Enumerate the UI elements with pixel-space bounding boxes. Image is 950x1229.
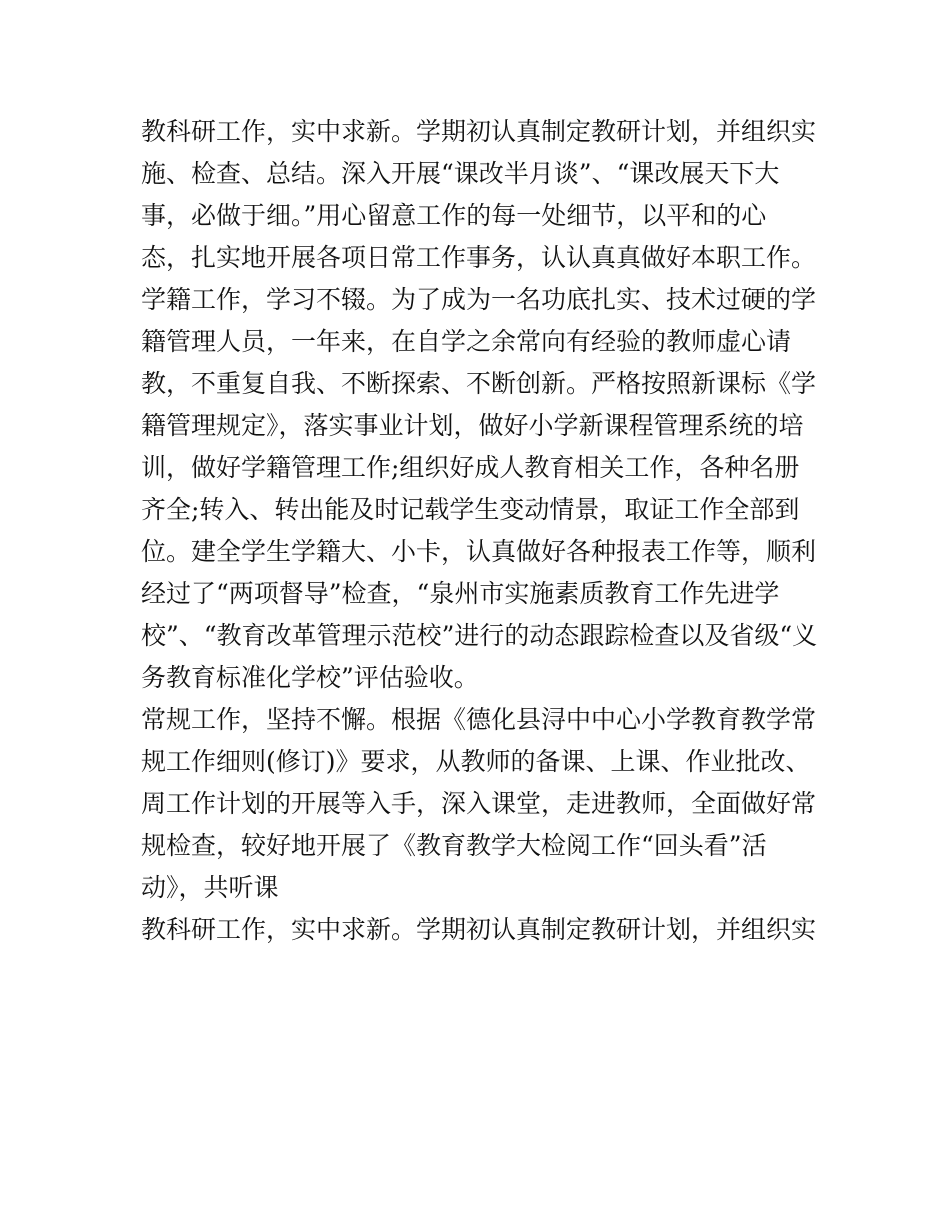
text-line: 校”、“教育改革管理示范校”进行的动态跟踪检查以及省级“义 [141, 621, 818, 650]
text-line: 施、检查、总结。深入开展“课改半月谈”、“课改展天下大 [141, 159, 780, 188]
text-line: 动》，共听课 [141, 873, 279, 902]
text-line: 周工作计划的开展等入手，深入课堂，走进教师，全面做好常 [141, 789, 817, 818]
text-line: 学籍工作，学习不辍。为了成为一名功底扎实、技术过硬的学 [141, 285, 817, 314]
text-line: 规检查，较好地开展了《教育教学大检阅工作“回头看”活 [141, 831, 767, 860]
text-line: 态，扎实地开展各项日常工作事务，认认真真做好本职工作。 [141, 243, 817, 272]
text-line: 籍管理人员，一年来，在自学之余常向有经验的教师虚心请 [141, 327, 792, 356]
text-line: 教科研工作，实中求新。学期初认真制定教研计划，并组织实 [141, 915, 817, 944]
text-line: 经过了“两项督导”检查，“泉州市实施素质教育工作先进学 [141, 579, 780, 608]
text-line: 常规工作，坚持不懈。根据《德化县浔中中心小学教育教学常 [141, 705, 817, 734]
text-line: 事，必做于细。”用心留意工作的每一处细节，以平和的心 [141, 201, 767, 230]
text-line: 教科研工作，实中求新。学期初认真制定教研计划，并组织实 [141, 117, 817, 146]
body-text [141, 111, 831, 951]
text-line: 教，不重复自我、不断探索、不断创新。严格按照新课标《学 [141, 369, 817, 398]
text-line: 规工作细则(修订)》要求，从教师的备课、上课、作业批改、 [141, 747, 811, 776]
text-line: 训，做好学籍管理工作;组织好成人教育相关工作，各种名册 [141, 453, 800, 482]
text-line: 位。建全学生学籍大、小卡，认真做好各种报表工作等，顺利 [141, 537, 817, 566]
text-line: 籍管理规定》，落实事业计划，做好小学新课程管理系统的培 [141, 411, 804, 440]
text-line: 务教育标准化学校”评估验收。 [141, 663, 479, 692]
text-line: 齐全;转入、转出能及时记载学生变动情景，取证工作全部到 [141, 495, 800, 524]
